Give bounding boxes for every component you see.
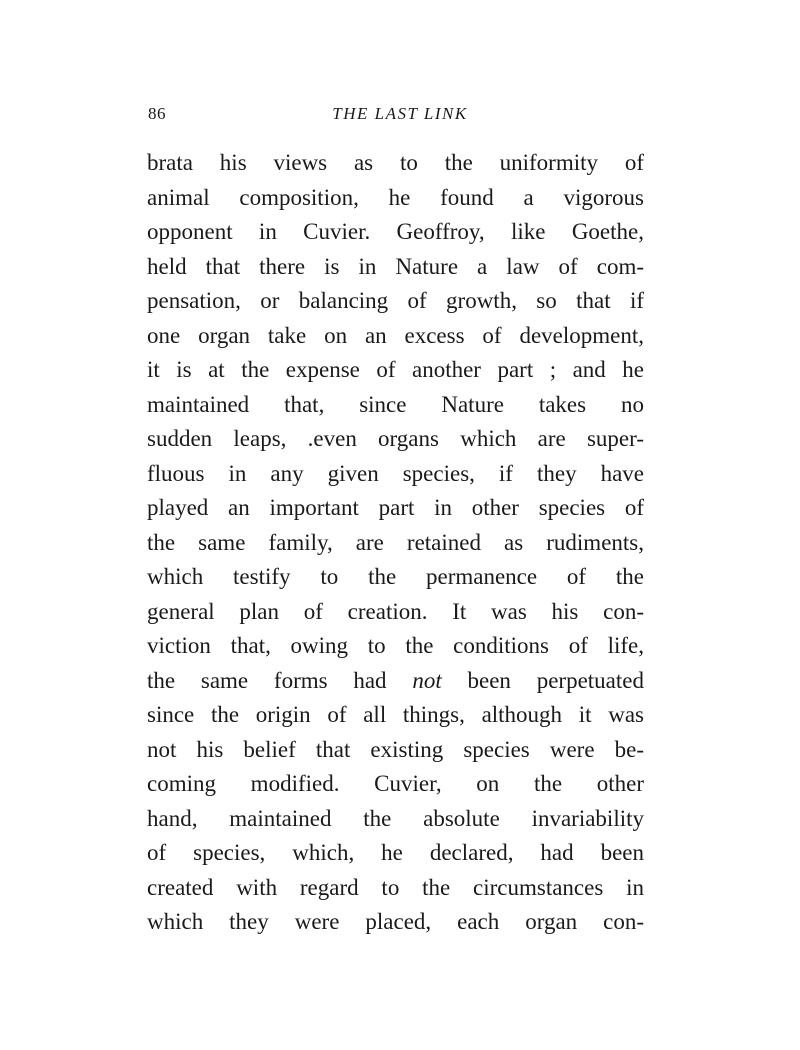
text-segment: the same forms had — [147, 667, 387, 693]
text-line: not his belief that existing species were be- — [147, 736, 644, 762]
text-line: it is at the expense of another part ; and he — [147, 357, 644, 382]
text-line: since the origin of all things, although it was — [147, 702, 644, 727]
text-line: fluous in any given species, if they have — [147, 460, 644, 486]
text-line: which they were placed, each organ con- — [147, 909, 644, 934]
text-line: pensation, or balancing of growth, so that if — [147, 288, 644, 313]
running-head — [148, 104, 644, 130]
text-line: viction that, owing to the conditions of life, — [147, 633, 644, 658]
text-line: held that there is in Nature a law of com- — [147, 253, 644, 279]
text-line-with-emphasis — [147, 664, 644, 699]
running-title: THE LAST LINK — [332, 104, 468, 123]
text-line: created with regard to the circumstances in — [147, 874, 644, 900]
emphasized-word: not — [412, 667, 442, 693]
text-line: opponent in Cuvier. Geoffroy, like Goethe, — [147, 219, 644, 244]
text-line: hand, maintained the absolute invariability — [147, 805, 644, 831]
page-number: 86 — [148, 104, 166, 123]
text-line: maintained that, since Nature takes no — [147, 391, 644, 417]
text-line: animal composition, he found a vigorous — [147, 184, 644, 210]
text-line: brata his views as to the uniformity of — [147, 150, 644, 175]
text-line: one organ take on an excess of development, — [147, 322, 644, 348]
text-line: coming modified. Cuvier, on the other — [147, 771, 644, 796]
text-line: general plan of creation. It was his con- — [147, 598, 644, 624]
text-segment: been perpetuated — [467, 667, 644, 693]
text-line: played an important part in other species of — [147, 495, 644, 520]
text-line: which testify to the permanence of the — [147, 564, 644, 589]
text-line: sudden leaps, .even organs which are super- — [147, 426, 644, 451]
body-text — [147, 146, 644, 940]
text-line: of species, which, he declared, had been — [147, 840, 644, 865]
text-line: the same family, are retained as rudiments, — [147, 529, 644, 555]
